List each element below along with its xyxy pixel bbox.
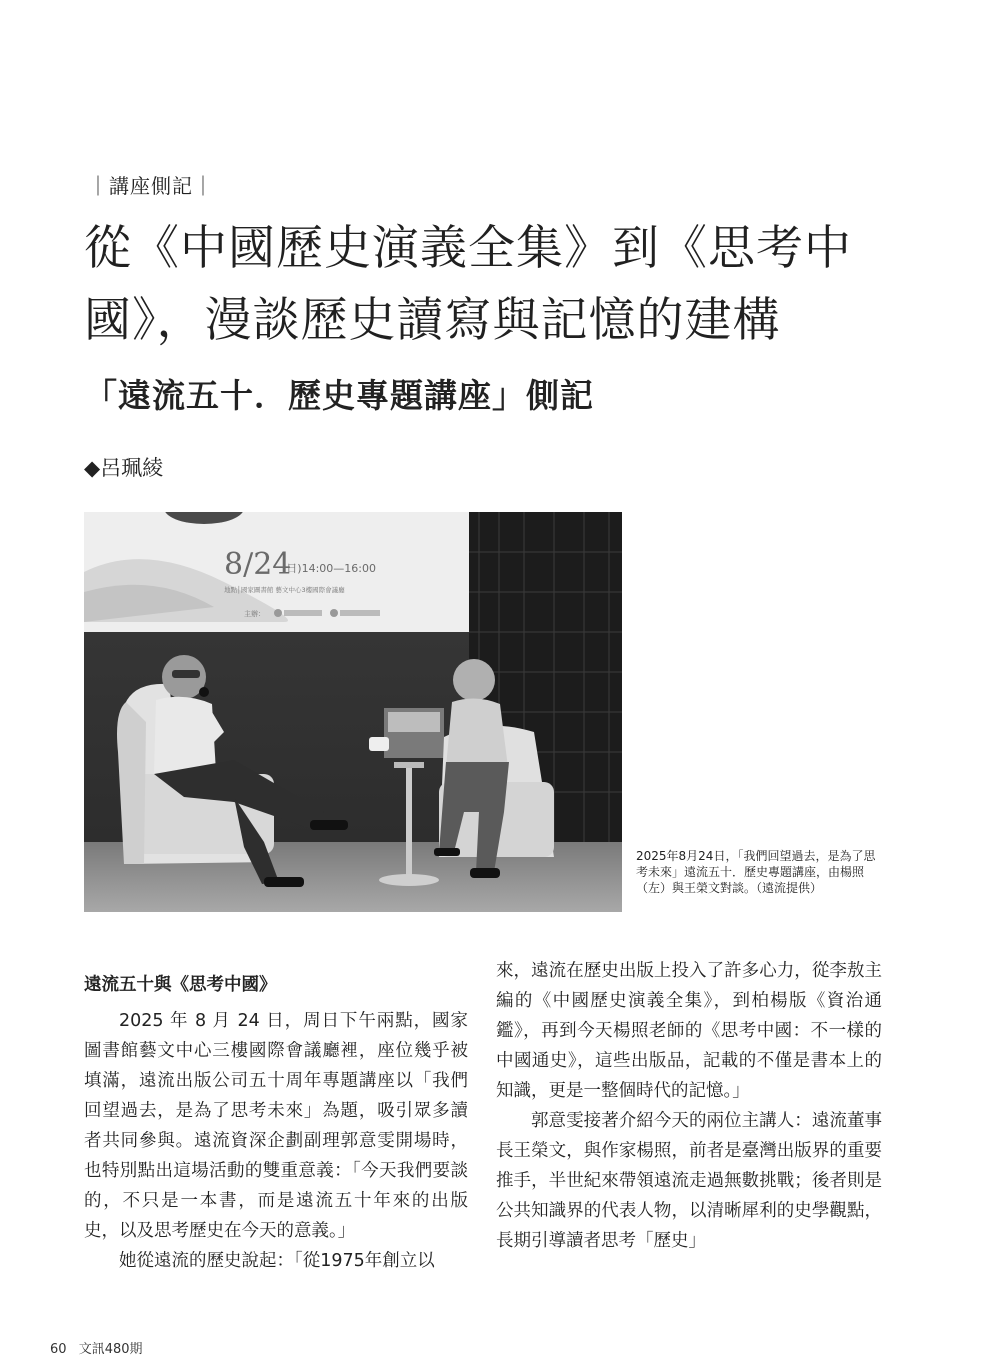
body-paragraph-continued: 來，遠流在歷史出版上投入了許多心力，從李敖主編的《中國歷史演義全集》，到柏楊版《資治通鑑》，再到今天楊照老師的《思考中國：不一樣的中國通史》，這些出版品，記載的不僅是書本上的知識，更是一整個時代的記憶。」: [496, 961, 882, 1101]
page-footer: [50, 1338, 151, 1357]
event-photo: [84, 512, 622, 912]
right-column: [496, 956, 882, 1256]
screen-date: 8/24: [224, 547, 292, 582]
body-paragraph: 她從遠流的歷史說起：「從1975年創立以: [119, 1251, 435, 1271]
section-subheading: 遠流五十與《思考中國》: [84, 975, 277, 995]
screen-host: 主辦：: [244, 610, 265, 618]
event-photo-illustration: [84, 512, 622, 912]
article-subtitle: 「遠流五十．歷史專題講座」側記: [84, 376, 594, 415]
screen-venue: 地點│國家圖書館 藝文中心3樓國際會議廳: [224, 586, 345, 594]
author-byline: ◆呂珮綾: [84, 456, 164, 480]
publication-name: 文訊480期: [78, 1342, 143, 1357]
body-paragraph: 2025 年 8 月 24 日，周日下午兩點，國家圖書館藝文中心三樓國際會議廳裡，座位幾乎被填滿，遠流出版公司五十周年專題講座以「我們回望過去，是為了思考未來」為題，吸引眾多讀者共同參與。遠流資深企劃副理郭意雯開場時，也特別點出這場活動的雙重意義：「今天我們要談的，不只是一本書，而是遠流五十年來的出版史，以及思考歷史在今天的意義。」: [84, 1011, 468, 1241]
photo-caption: 2025年8月24日，「我們回望過去，是為了思考未來」遠流五十．歷史專題講座，由楊照（左）與王榮文對談。（遠流提供）: [636, 849, 876, 895]
body-paragraph: 郭意雯接著介紹今天的兩位主講人：遠流董事長王榮文，與作家楊照，前者是臺灣出版界的重要推手，半世紀來帶領遠流走過無數挑戰；後者則是公共知識界的代表人物，以清晰犀利的史學觀點，長期引導讀者思考「歷史」: [496, 1111, 882, 1251]
screen-time: (日)14:00—16:00: [282, 562, 376, 575]
article-title-line-2: 國》，漫談歷史讀寫與記憶的建構: [84, 293, 781, 348]
page-number: 60: [50, 1342, 67, 1357]
section-tag: ｜講座側記｜: [88, 174, 214, 198]
article-title-line-1: 從《中國歷史演義全集》到《思考中: [84, 221, 852, 276]
left-column: [84, 970, 468, 1276]
